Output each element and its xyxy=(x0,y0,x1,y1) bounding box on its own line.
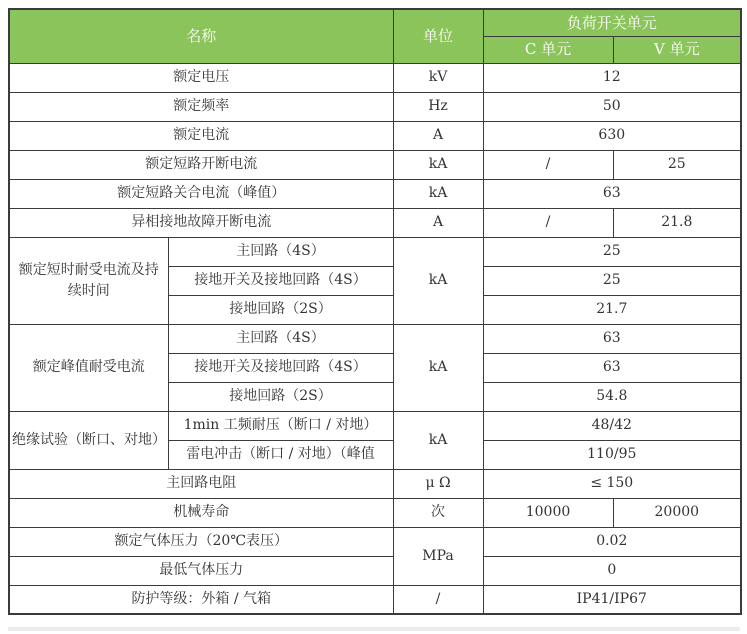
header-name: 名称 xyxy=(9,9,393,63)
spec-value: ≤ 150 xyxy=(483,469,741,498)
table-row xyxy=(9,179,741,208)
spec-unit: / xyxy=(393,585,483,614)
table-row xyxy=(9,92,741,121)
spec-name: 最低气体压力 xyxy=(9,556,393,585)
spec-unit: A xyxy=(393,121,483,150)
page-edge-shade xyxy=(8,627,740,631)
spec-unit: Hz xyxy=(393,92,483,121)
spec-value: 0.02 xyxy=(483,527,741,556)
spec-value: 630 xyxy=(483,121,741,150)
spec-value: 63 xyxy=(483,324,741,353)
spec-value: 25 xyxy=(483,237,741,266)
table-header xyxy=(9,9,741,63)
table-row xyxy=(9,63,741,92)
spec-unit: A xyxy=(393,208,483,237)
spec-name: 额定短路开断电流 xyxy=(9,150,393,179)
table-row xyxy=(9,208,741,237)
table-row xyxy=(9,556,741,585)
header-v-unit: V 单元 xyxy=(613,36,741,63)
spec-unit: kA xyxy=(393,237,483,324)
table-row xyxy=(9,150,741,179)
spec-name: 额定短路关合电流（峰值） xyxy=(9,179,393,208)
spec-value-v: 20000 xyxy=(613,498,741,527)
header-group: 负荷开关单元 xyxy=(483,9,741,36)
spec-value-v: 21.8 xyxy=(613,208,741,237)
spec-unit: 次 xyxy=(393,498,483,527)
spec-value: 12 xyxy=(483,63,741,92)
header-c-unit: C 单元 xyxy=(483,36,613,63)
table-row xyxy=(9,469,741,498)
spec-value: 25 xyxy=(483,266,741,295)
spec-sub: 雷电冲击（断口 / 对地）（峰值 xyxy=(168,440,393,469)
spec-unit: kA xyxy=(393,324,483,411)
spec-unit: μ Ω xyxy=(393,469,483,498)
spec-name: 额定气体压力（20℃表压） xyxy=(9,527,393,556)
table-row xyxy=(9,121,741,150)
spec-sub: 主回路（4S） xyxy=(168,237,393,266)
spec-unit: kA xyxy=(393,411,483,469)
spec-sub: 接地开关及接地回路（4S） xyxy=(168,266,393,295)
spec-table xyxy=(8,8,742,615)
spec-sub: 接地回路（2S） xyxy=(168,295,393,324)
spec-name: 机械寿命 xyxy=(9,498,393,527)
table-row xyxy=(9,411,741,440)
table-row xyxy=(9,237,741,266)
spec-sub: 接地开关及接地回路（4S） xyxy=(168,353,393,382)
spec-value: 54.8 xyxy=(483,382,741,411)
spec-value: 63 xyxy=(483,353,741,382)
spec-sub: 接地回路（2S） xyxy=(168,382,393,411)
spec-value: 63 xyxy=(483,179,741,208)
table-row xyxy=(9,527,741,556)
table-row xyxy=(9,498,741,527)
spec-value-c: / xyxy=(483,208,613,237)
spec-value-v: 25 xyxy=(613,150,741,179)
spec-group: 额定短时耐受电流及持续时间 xyxy=(9,237,168,324)
spec-unit: kV xyxy=(393,63,483,92)
table-row xyxy=(9,585,741,614)
spec-group: 额定峰值耐受电流 xyxy=(9,324,168,411)
spec-name: 额定电流 xyxy=(9,121,393,150)
spec-value: 50 xyxy=(483,92,741,121)
spec-sub: 主回路（4S） xyxy=(168,324,393,353)
table-row xyxy=(9,324,741,353)
spec-group: 绝缘试验（断口、对地） xyxy=(9,411,168,469)
spec-value: 110/95 xyxy=(483,440,741,469)
spec-name: 额定频率 xyxy=(9,92,393,121)
spec-name: 额定电压 xyxy=(9,63,393,92)
spec-unit: kA xyxy=(393,179,483,208)
spec-value: IP41/IP67 xyxy=(483,585,741,614)
spec-value: 48/42 xyxy=(483,411,741,440)
spec-unit: MPa xyxy=(393,527,483,585)
spec-unit: kA xyxy=(393,150,483,179)
spec-value: 21.7 xyxy=(483,295,741,324)
spec-name: 主回路电阻 xyxy=(9,469,393,498)
spec-name: 防护等级：外箱 / 气箱 xyxy=(9,585,393,614)
spec-value: 0 xyxy=(483,556,741,585)
header-unit: 单位 xyxy=(393,9,483,63)
spec-sub: 1min 工频耐压（断口 / 对地） xyxy=(168,411,393,440)
spec-value-c: / xyxy=(483,150,613,179)
spec-value-c: 10000 xyxy=(483,498,613,527)
spec-name: 异相接地故障开断电流 xyxy=(9,208,393,237)
